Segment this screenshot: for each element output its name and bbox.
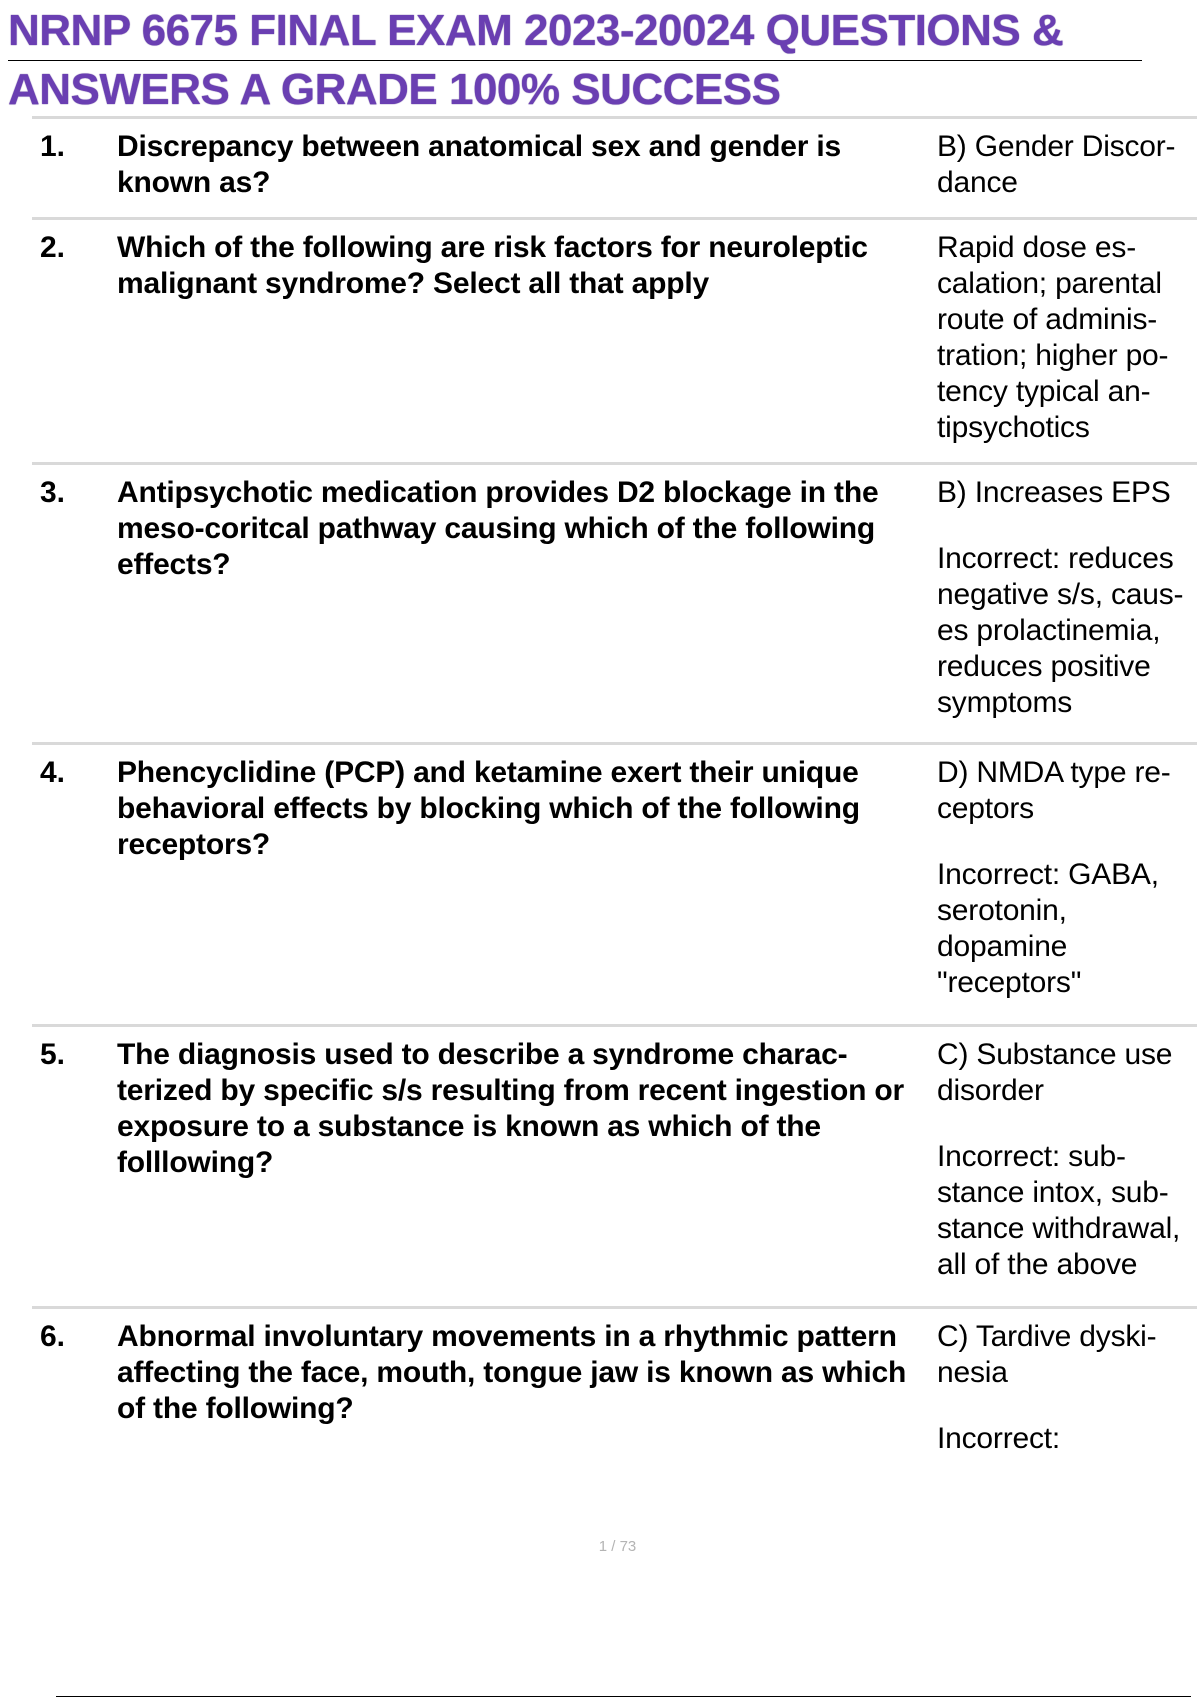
answer-text: C) Tardive dyskinesia: [937, 1320, 1157, 1389]
document-title: [8, 2, 1148, 119]
answer-cell: [927, 755, 1197, 1024]
title-line-1: NRNP 6675 FINAL EXAM 2023-20024 QUESTIONS &: [8, 2, 1142, 61]
incorrect-text: Incorrect: substance intox, substance withdrawal, all of the above: [937, 1140, 1181, 1281]
answer-text: B) Gender Discordance: [937, 130, 1176, 199]
question-text: Phencyclidine (PCP) and ketamine exert their unique behavioral effects by blocking which of the following receptors?: [117, 756, 860, 861]
question-text: Which of the following are risk factors for neuroleptic malignant syndrome? Select all that apply: [117, 231, 868, 300]
answer-text: D) NMDA type receptors: [937, 756, 1171, 825]
question-number: 2.: [40, 231, 66, 264]
question-row-6: [32, 1306, 1197, 1486]
question-text: Antipsychotic medication provides D2 blockage in the meso-coritcal pathway causing which of the following effects?: [117, 476, 879, 581]
answer-cell: [927, 1037, 1197, 1306]
question-list: [32, 116, 1197, 1486]
question-number: 3.: [40, 476, 66, 509]
incorrect-text: Incorrect: GABA, serotonin, dopamine "receptors": [937, 858, 1159, 999]
answer-text: Rapid dose escalation; parental route of administration; higher potency typical antipsychotics: [937, 231, 1169, 444]
title-line-2: ANSWERS A GRADE 100% SUCCESS: [8, 65, 781, 114]
question-number: 4.: [40, 756, 66, 789]
question-row-5: [32, 1024, 1197, 1306]
question-row-2: [32, 217, 1197, 462]
page-number: 1 / 73: [598, 1538, 637, 1555]
question-number: 5.: [40, 1038, 66, 1071]
answer-cell: [927, 230, 1197, 462]
answer-cell: [927, 475, 1197, 742]
question-text: The diagnosis used to describe a syndrome characterized by specific s/s resulting from recent ingestion or exposure to a substance is known as which of the folllowing?: [117, 1038, 904, 1179]
question-number: 1.: [40, 130, 66, 163]
answer-text: B) Increases EPS: [937, 476, 1171, 509]
question-text: Abnormal involuntary movements in a rhythmic pattern affecting the face, mouth, tongue jaw is known as which of the following?: [117, 1320, 907, 1425]
question-row-1: [32, 116, 1197, 217]
incorrect-text: Incorrect: reduces negative s/s, causes prolactinemia, reduces positive symptoms: [937, 542, 1184, 719]
question-number: 6.: [40, 1320, 66, 1353]
answer-cell: [927, 129, 1197, 217]
question-row-4: [32, 742, 1197, 1024]
answer-cell: [927, 1319, 1197, 1486]
question-text: Discrepancy between anatomical sex and gender is known as?: [117, 130, 842, 199]
answer-text: C) Substance use disorder: [937, 1038, 1173, 1107]
incorrect-text: Incorrect:: [937, 1422, 1061, 1455]
question-row-3: [32, 462, 1197, 742]
footer-divider: [56, 1696, 1191, 1697]
